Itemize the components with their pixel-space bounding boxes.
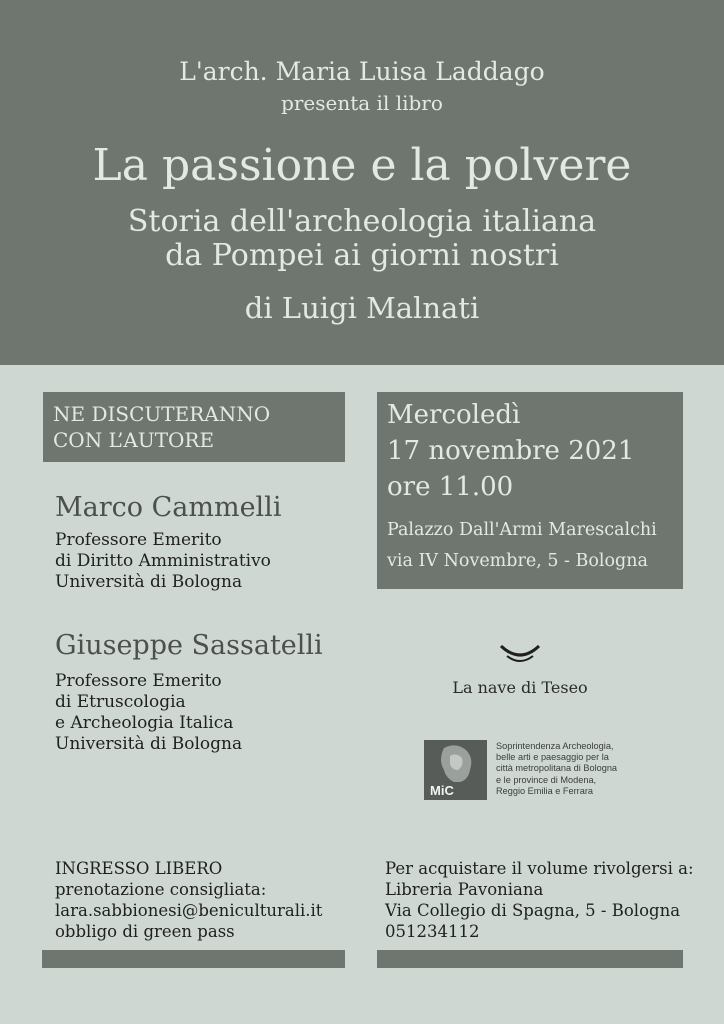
presenter-name: L'arch. Maria Luisa Laddago (179, 57, 545, 86)
discussion-heading-box (43, 392, 345, 462)
speaker-role: Professore Emerito (55, 671, 222, 691)
book-author: di Luigi Malnati (244, 291, 480, 325)
speaker-role: di Etruscologia (55, 692, 186, 712)
discussion-heading-line: NE DISCUTERANNO (53, 402, 271, 426)
bookshop-phone: 051234112 (385, 922, 480, 941)
ship-logo-icon (495, 640, 545, 670)
subtitle-line: Storia dell'archeologia italiana (127, 204, 597, 239)
ministry-logo-text: MiC (430, 783, 454, 798)
ministry-logo (424, 740, 487, 800)
ministry-line: Reggio Emilia e Ferrara (496, 785, 594, 796)
event-address: via IV Novembre, 5 - Bologna (387, 551, 648, 571)
footer-bar-left (42, 950, 345, 968)
bookshop-name: Libreria Pavoniana (385, 880, 544, 899)
speaker-role: Professore Emerito (55, 530, 222, 550)
purchase-info: Per acquistare il volume rivolgersi a: (385, 859, 694, 878)
green-pass-note: obbligo di green pass (55, 922, 235, 941)
booking-text: prenotazione consigliata: (55, 880, 267, 899)
presents-text: presenta il libro (281, 91, 443, 115)
event-details-box (377, 392, 683, 589)
event-date: 17 novembre 2021 (387, 436, 635, 466)
event-place: Palazzo Dall'Armi Marescalchi (387, 520, 657, 540)
speaker-role: di Diritto Amministrativo (55, 551, 271, 571)
speaker-role: e Archeologia Italica (55, 713, 234, 733)
event-day: Mercoledì (387, 400, 521, 430)
speaker-name: Marco Cammelli (55, 492, 282, 523)
publisher-name: La nave di Teseo (452, 678, 588, 697)
subtitle-line: da Pompei ai giorni nostri (165, 238, 559, 273)
ministry-line: e le province di Modena, (496, 774, 597, 785)
booking-email: lara.sabbionesi@beniculturali.it (55, 901, 323, 920)
ministry-text (496, 741, 671, 797)
speaker-name: Giuseppe Sassatelli (55, 630, 323, 661)
publisher-logo (440, 640, 600, 697)
footer-bar-right (377, 950, 683, 968)
header-band (0, 0, 724, 365)
speaker-affiliation: Università di Bologna (55, 572, 243, 592)
book-title: La passione e la polvere (92, 140, 632, 191)
ministry-line: belle arti e paesaggio per la (496, 752, 609, 763)
book-subtitle (0, 205, 724, 273)
event-time: ore 11.00 (387, 472, 514, 502)
bookshop-address: Via Collegio di Spagna, 5 - Bologna (385, 901, 681, 920)
statue-icon (424, 740, 487, 800)
admission-text: INGRESSO LIBERO (55, 859, 223, 878)
ministry-line: città metropolitana di Bologna (496, 763, 618, 774)
ministry-line: Soprintendenza Archeologia, (496, 741, 614, 751)
speaker-affiliation: Università di Bologna (55, 734, 243, 754)
discussion-heading-line: CON L’AUTORE (53, 428, 215, 452)
